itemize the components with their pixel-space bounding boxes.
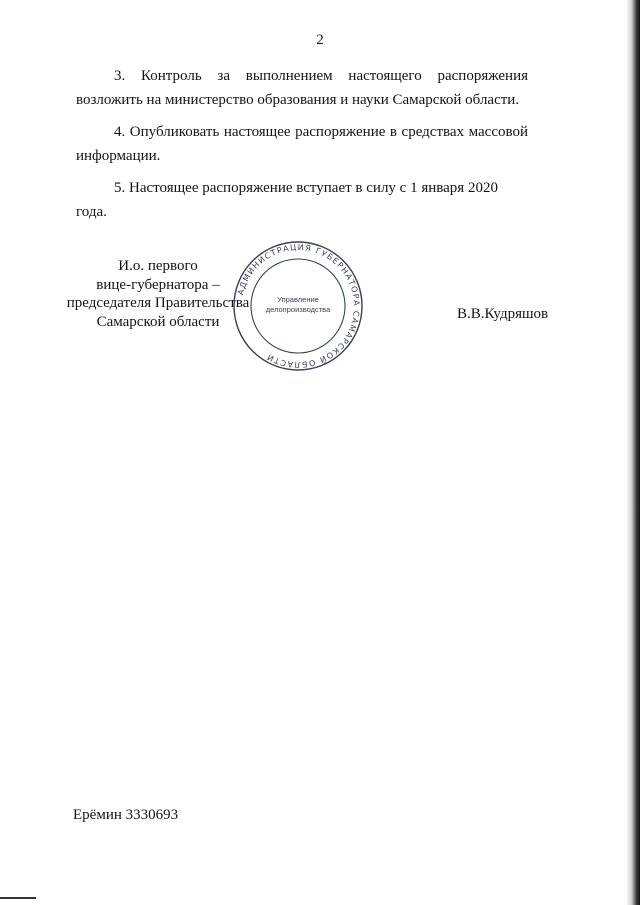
signer-name: В.В.Кудряшов — [457, 306, 549, 322]
position-line: И.о. первого — [118, 258, 198, 274]
signatory-position — [58, 257, 258, 331]
executor-info: Ерёмин 3330693 — [73, 807, 179, 823]
paragraph-5: 5. Настоящее распоряжение вступает в силу с 1 января 2020 года. — [76, 180, 498, 220]
position-line: председателя Правительства — [66, 295, 250, 311]
position-line: Самарской области — [96, 313, 220, 330]
position-line: вице-губернатора – — [96, 276, 220, 293]
page-number: 2 — [316, 32, 324, 48]
stamp-center-text: Управление — [277, 295, 319, 304]
scan-edge-shadow — [626, 0, 640, 905]
stamp-ring-text: АДМИНИСТРАЦИЯ ГУБЕРНАТОРА САМАРСКОЙ ОБЛАСТИ — [236, 242, 362, 370]
paragraph-3: 3. Контроль за выполнением настоящего распоряжения возложить на министерство образования и науки Самарской области. — [76, 68, 528, 108]
paragraph-4: 4. Опубликовать настоящее распоряжение в средствах массовой информации. — [76, 124, 528, 164]
official-stamp — [232, 240, 364, 372]
scan-artifact — [0, 897, 36, 899]
stamp-center-text: делопроизводства — [265, 305, 331, 314]
